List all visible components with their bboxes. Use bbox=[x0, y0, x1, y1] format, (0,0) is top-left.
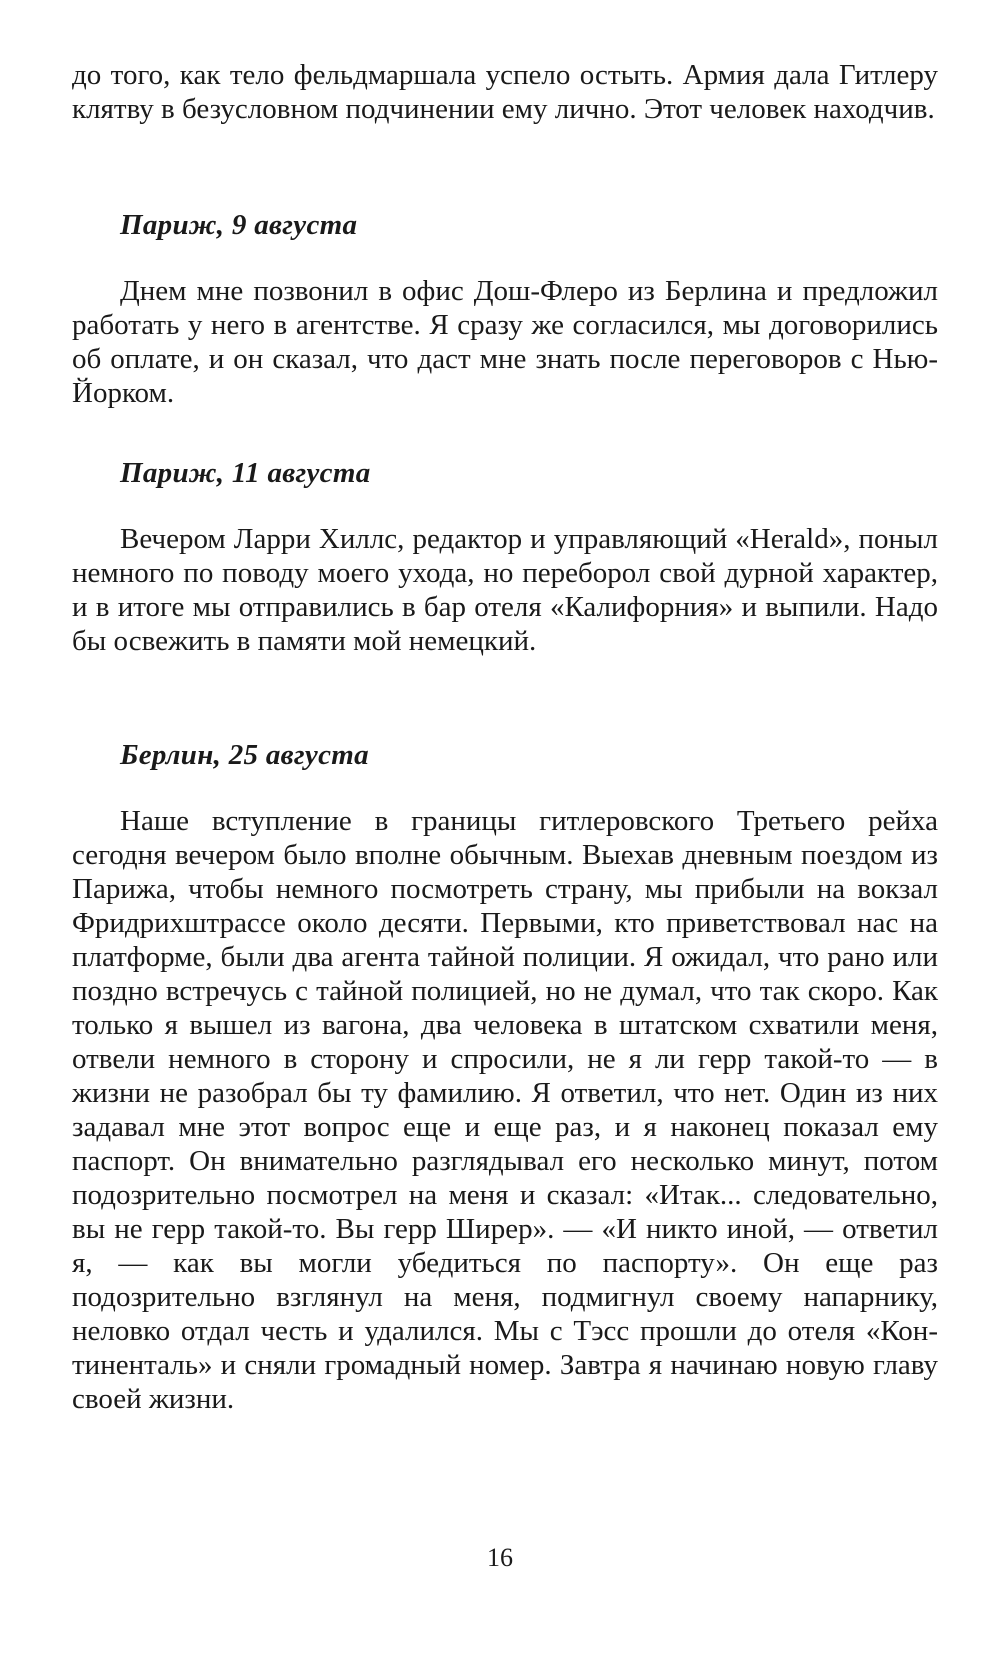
paragraph-text: Наше вступление в границы гитлеровского Третьего рейха сегодня вечером было вполне обычным. Выехав дневным поездом из Парижа, чтобы немного посмотреть страну, мы прибыли на вокзал Фридрихштрассе около десяти. Первыми, кто приветствовал нас на платформе, были два агента тайной полиции. Я ожидал, что рано или поздно встречусь с тайной полицией, но не думал, что так скоро. Как только я вышел из вагона, два человека в штатском схватили меня, отвели немного в сторону и спросили, не я ли герр такой-то — в жизни не разобрал бы ту фамилию. Я ответил, что нет. Один из них задавал мне этот вопрос еще и еще раз, и я наконец показал ему паспорт. Он внимательно разглядывал его несколько минут, потом подозрительно посмотрел на меня и сказал: «Итак... следовательно, вы не герр такой-то. Вы герр Ширер». — «И никто иной, — ответил я, — как вы могли убедиться по паспорту». Он еще раз подозрительно взглянул на меня, подмигнул своему напарнику, неловко отдал честь и удалился. Мы с Тэсс прошли до отеля «Континенталь» и сняли громадный номер. Завтра я начинаю новую главу своей жизни. bbox=[72, 805, 938, 1415]
paragraph-text: Днем мне позвонил в офис Дош-Флеро из Берлина и предложил работать у него в агентстве. Я сразу же согласился, мы договорились об оплате, и он сказал, что даст мне знать после переговоров с Нью-Йорком. bbox=[72, 275, 938, 409]
entry-paragraph-berlin-25-august bbox=[72, 804, 938, 1416]
entry-heading-paris-11-august: Париж, 11 августа bbox=[120, 457, 371, 489]
paragraph-continuation bbox=[72, 58, 938, 126]
entry-paragraph-paris-11-august bbox=[72, 522, 938, 658]
page-number: 16 bbox=[487, 1543, 513, 1572]
paragraph-text: до того, как тело фельдмаршала успело остыть. Армия дала Гитлеру клятву в безусловном подчинении ему лично. Этот человек находчив. bbox=[72, 59, 938, 125]
entry-heading-berlin-25-august: Берлин, 25 августа bbox=[120, 739, 369, 771]
paragraph-text: Вечером Ларри Хиллс, редактор и управляющий «Herald», поныл немного по поводу моего ухода, но переборол свой дурной характер, и в итоге мы отправились в бар отеля «Калифорния» и выпили. Надо бы освежить в памяти мой немецкий. bbox=[72, 523, 938, 657]
entry-heading-paris-9-august: Париж, 9 августа bbox=[120, 209, 358, 241]
entry-paragraph-paris-9-august bbox=[72, 274, 938, 410]
